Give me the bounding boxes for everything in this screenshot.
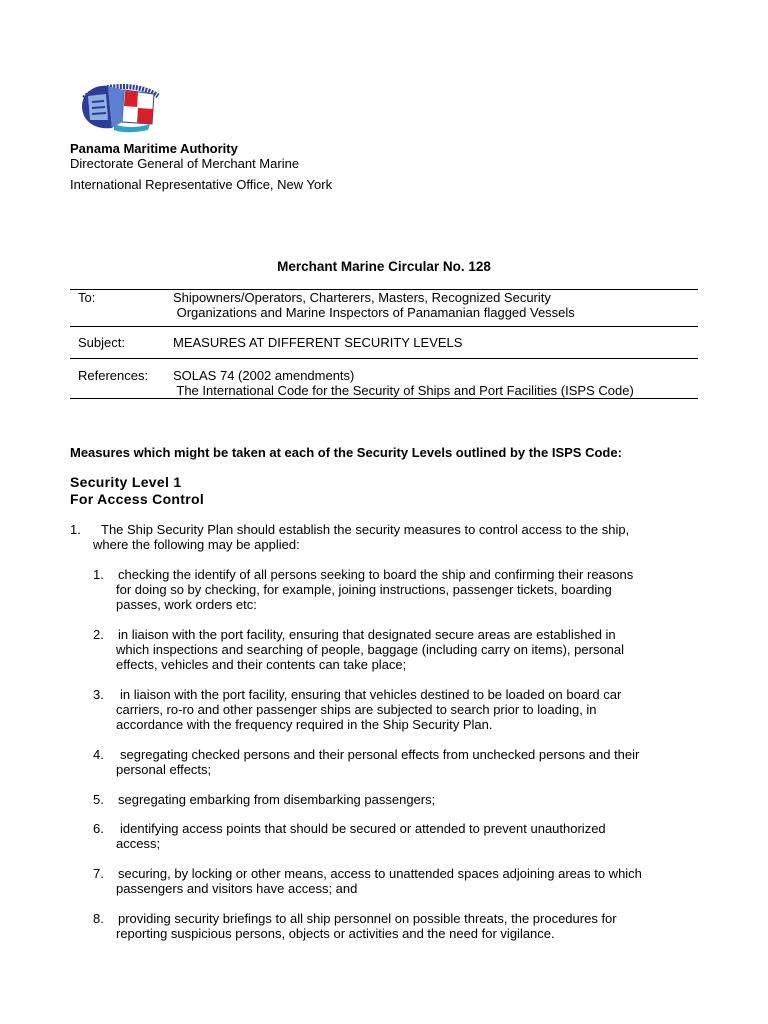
table-rule-1	[70, 326, 698, 327]
item-number: 6.	[93, 821, 104, 836]
to-line-1: Shipowners/Operators, Charterers, Masters, Recognized Security	[173, 290, 551, 305]
item-line: for doing so by checking, for example, joining instructions, passenger tickets, boarding	[116, 582, 612, 597]
item-line: reporting suspicious persons, objects or activities and the need for vigilance.	[116, 926, 555, 941]
item-line: personal effects;	[116, 762, 212, 777]
level-subtitle: For Access Control	[70, 491, 205, 507]
intro-line-1: The Ship Security Plan should establish the security measures to control access to the ship,	[101, 522, 630, 537]
item-line: securing, by locking or other means, access to unattended spaces adjoining areas to which	[118, 866, 642, 881]
item-number: 7.	[93, 866, 104, 881]
item-number: 2.	[93, 627, 104, 642]
item-line: providing security briefings to all ship personnel on possible threats, the procedures for	[118, 911, 617, 926]
item-line: access;	[116, 836, 161, 851]
section-heading: Measures which might be taken at each of the Security Levels outlined by the ISPS Code:	[70, 445, 622, 460]
to-label: To:	[78, 290, 96, 305]
circular-title: Merchant Marine Circular No. 128	[277, 259, 491, 274]
office-name: International Representative Office, New York	[70, 177, 333, 192]
item-line: identifying access points that should be secured or attended to prevent unauthorized	[120, 821, 606, 836]
item-line: accordance with the frequency required in the Ship Security Plan.	[116, 717, 493, 732]
subject-label: Subject:	[78, 335, 125, 350]
directorate-name: Directorate General of Merchant Marine	[70, 156, 300, 171]
item-line: effects, vehicles and their contents can take place;	[116, 657, 407, 672]
panama-maritime-authority-logo	[78, 76, 164, 134]
item-line: segregating checked persons and their personal effects from unchecked persons and their	[120, 747, 640, 762]
to-line-2: Organizations and Marine Inspectors of Panamanian flagged Vessels	[173, 305, 575, 320]
item-line: which inspections and searching of people, baggage (including carry on items), personal	[116, 642, 625, 657]
subject-value: MEASURES AT DIFFERENT SECURITY LEVELS	[173, 335, 463, 350]
item-line: segregating embarking from disembarking passengers;	[118, 792, 436, 807]
intro-number: 1.	[70, 522, 81, 537]
item-number: 5.	[93, 792, 104, 807]
item-line: passengers and visitors have access; and	[116, 881, 358, 896]
item-number: 3.	[93, 687, 104, 702]
item-line: carriers, ro-ro and other passenger ships are subjected to search prior to loading, in	[116, 702, 597, 717]
item-line: in liaison with the port facility, ensuring that vehicles destined to be loaded on board car	[120, 687, 622, 702]
item-number: 8.	[93, 911, 104, 926]
references-line-2: The International Code for the Security of Ships and Port Facilities (ISPS Code)	[173, 383, 634, 398]
item-number: 1.	[93, 567, 104, 582]
item-line: checking the identify of all persons seeking to board the ship and confirming their reasons	[118, 567, 634, 582]
item-number: 4.	[93, 747, 104, 762]
references-label: References:	[78, 368, 149, 383]
org-name: Panama Maritime Authority	[70, 141, 238, 156]
table-rule-2	[70, 358, 698, 359]
intro-line-2: where the following may be applied:	[93, 537, 300, 552]
level-title: Security Level 1	[70, 474, 182, 490]
item-line: in liaison with the port facility, ensuring that designated secure areas are established in	[118, 627, 616, 642]
references-line-1: SOLAS 74 (2002 amendments)	[173, 368, 355, 383]
table-rule-bottom	[70, 398, 698, 399]
item-line: passes, work orders etc:	[116, 597, 257, 612]
